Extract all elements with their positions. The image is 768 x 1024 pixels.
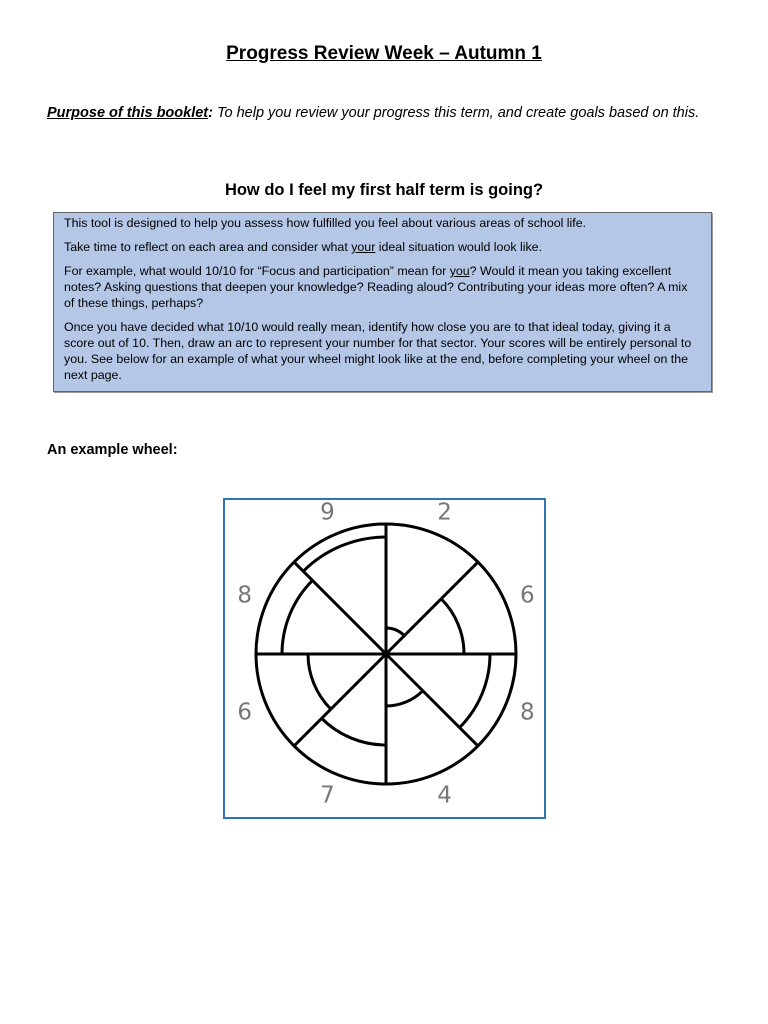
- p2-text-b: ideal situation would look like.: [375, 240, 543, 254]
- wheel-spoke: [294, 562, 386, 654]
- wheel-spoke: [386, 654, 478, 746]
- instructions-paragraph-2: [64, 239, 701, 255]
- p3-text-a: For example, what would 10/10 for “Focus and participation” mean for: [64, 264, 450, 278]
- wheel-score-arc: [386, 691, 423, 706]
- wheel-score-arc: [282, 580, 312, 654]
- purpose-statement: [47, 104, 727, 122]
- wheel-score-arc: [322, 718, 386, 745]
- wheel-score-arc: [303, 537, 386, 571]
- p2-emphasis: your: [351, 240, 376, 254]
- instructions-paragraph-3: [64, 263, 701, 311]
- wheel-score-arc: [386, 628, 404, 636]
- wheel-score-label: 9: [320, 500, 335, 526]
- page-title: Progress Review Week – Autumn 1: [226, 43, 542, 64]
- wheel-score-arc: [441, 599, 464, 654]
- purpose-label: Purpose of this booklet: [47, 105, 209, 121]
- instructions-paragraph-1: This tool is designed to help you assess how fulfilled you feel about various areas of school life.: [64, 216, 587, 230]
- example-wheel: [225, 500, 544, 817]
- wheel-score-label: 2: [437, 500, 452, 526]
- wheel-score-label: 6: [237, 699, 252, 726]
- p2-text-a: Take time to reflect on each area and consider what: [64, 240, 352, 254]
- section-heading: How do I feel my first half term is going?: [224, 181, 544, 199]
- purpose-colon: :: [208, 105, 213, 121]
- instructions-box: [53, 212, 712, 392]
- instructions-paragraph-4: Once you have decided what 10/10 would really mean, identify how close you are to that ideal today, giving it a score out of 10. Then, draw an arc to represent your number for that sector. Your scores will be entirely personal to you. See below for an example of what your wheel might look like at the end, before completing your wheel on the next page.: [64, 320, 692, 382]
- wheel-score-arc: [308, 654, 331, 709]
- wheel-score-arc: [460, 654, 490, 728]
- example-wheel-frame: [223, 498, 546, 819]
- wheel-score-label: 6: [520, 582, 535, 609]
- example-label: An example wheel:: [47, 442, 178, 458]
- wheel-score-label: 4: [437, 782, 452, 809]
- wheel-score-label: 8: [520, 699, 535, 726]
- p3-text-b: ? Would it mean you taking excellent notes? Asking questions that deepen your knowledge? Reading aloud? Contributing your ideas more often? A mix of these things, perhaps?: [64, 264, 688, 310]
- p3-emphasis: you: [449, 264, 470, 278]
- purpose-text: To help you review your progress this term, and create goals based on this.: [212, 105, 700, 121]
- wheel-score-label: 8: [237, 582, 252, 609]
- wheel-score-label: 7: [320, 782, 335, 809]
